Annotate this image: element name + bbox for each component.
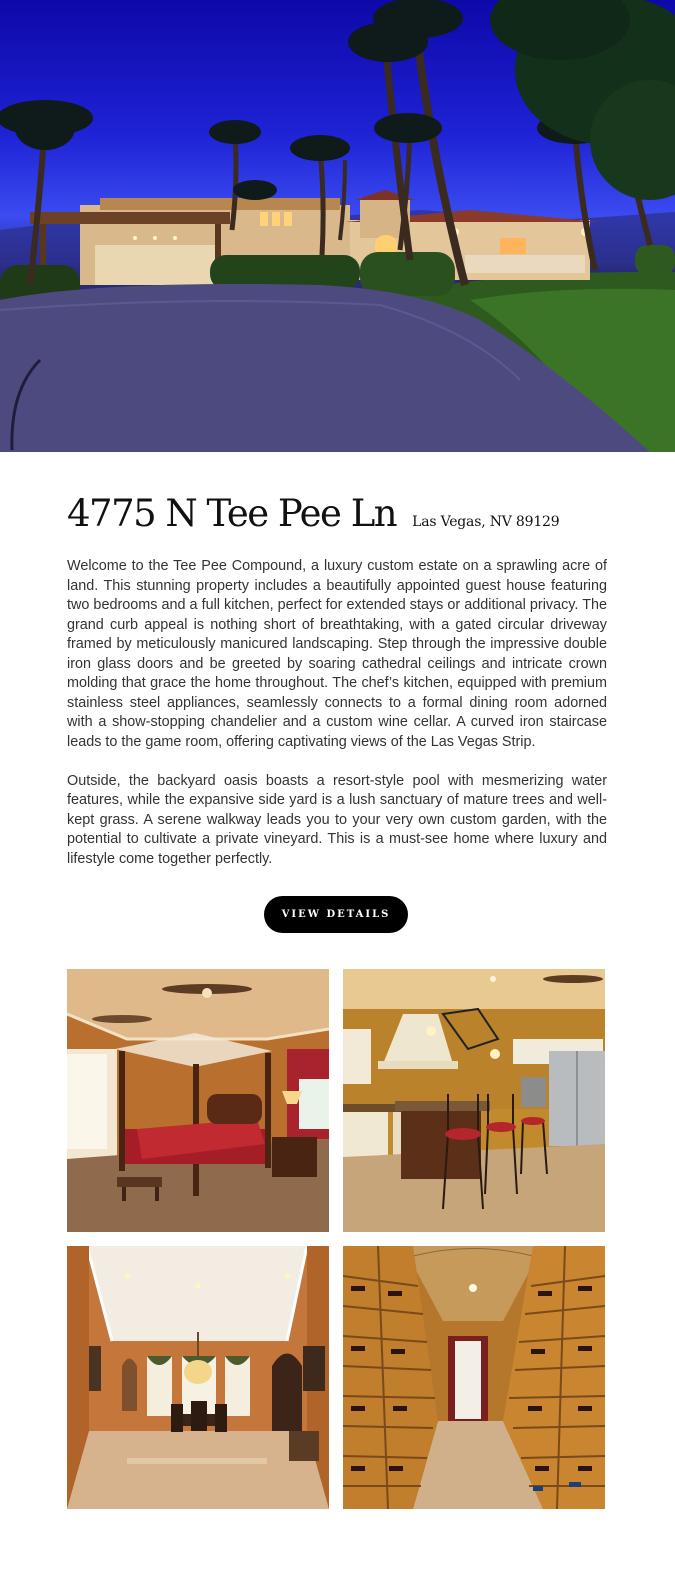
- listing-address: 4775 N Tee Pee Ln: [67, 492, 397, 535]
- gallery-photo-bedroom[interactable]: [67, 969, 329, 1232]
- listing-description: [67, 557, 607, 869]
- gallery-photo-kitchen[interactable]: [343, 969, 605, 1232]
- view-details-button[interactable]: VIEW DETAILS: [264, 896, 408, 933]
- bedroom-illustration: [67, 969, 329, 1232]
- wine-cellar-illustration: [343, 1246, 605, 1509]
- kitchen-illustration: [343, 969, 605, 1232]
- dining-room-illustration: [67, 1246, 329, 1509]
- description-paragraph: Outside, the backyard oasis boasts a resort-style pool with mesmerizing water features, while the expansive side yard is a lush sanctuary of mature trees and well-kept grass. A serene walkway leads you to your very own custom garden, with the potential to cultivate a private vineyard. This is a must-see home where luxury and lifestyle come together perfectly.: [67, 772, 607, 867]
- gallery-photo-wine-cellar[interactable]: [343, 1246, 605, 1509]
- hero-exterior-photo: [0, 0, 675, 452]
- gallery-photo-dining-room[interactable]: [67, 1246, 329, 1509]
- description-paragraph: Welcome to the Tee Pee Compound, a luxury custom estate on a sprawling acre of land. This stunning property includes a beautifully appointed guest house featuring two bedrooms and a full kitchen, perfect for extended stays or additional privacy. The grand curb appeal is nothing short of breathtaking, with a gated circular driveway framed by meticulously manicured landscaping. Step through the impressive double iron glass doors and be greeted by soaring cathedral ceilings and intricate crown molding that grace the home throughout. The chef’s kitchen, equipped with premium stainless steel appliances, seamlessly connects to a formal dining room adorned with a show-stopping chandelier and a custom wine cellar. A curved iron staircase leads to the game room, offering captivating views of the Las Vegas Strip.: [67, 558, 607, 750]
- listing-city-state-zip: Las Vegas, NV 89129: [412, 514, 560, 530]
- hero-illustration: [0, 0, 675, 452]
- listing-title-row: [67, 492, 612, 535]
